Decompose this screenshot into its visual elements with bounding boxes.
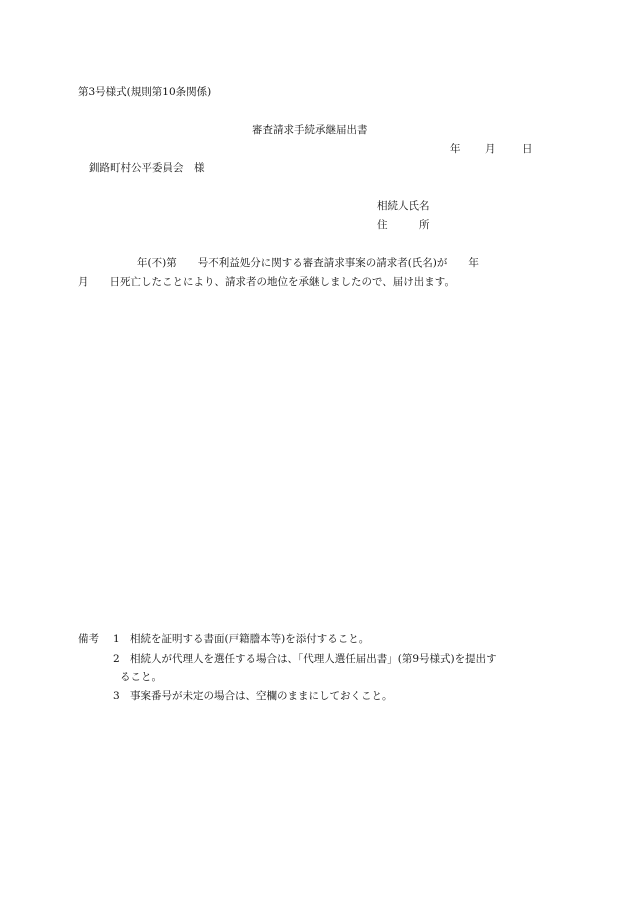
date-day-label: 日 [522, 143, 533, 155]
note-text: 相続人が代理人を選任する場合は、「代理人選任届出書」(第9号様式)を提出す [130, 653, 497, 665]
note-number: 1 [113, 633, 120, 645]
addressee: 釧路町村公平委員会 様 [89, 162, 205, 174]
date-month-label: 月 [485, 143, 496, 155]
note-text: 相続を証明する書面(戸籍謄本等)を添付すること。 [130, 633, 370, 645]
heir-address-label: 住 所 [377, 219, 430, 231]
heir-name-label: 相続人氏名 [377, 200, 430, 212]
notes-heading: 備考 [78, 633, 99, 645]
body-text-line-1: 年(不)第 号不利益処分に関する審査請求事案の請求者(氏名)が 年 [137, 257, 479, 269]
body-text-line-2: 月 日死亡したことにより、請求者の地位を承継しましたので、届け出ます。 [78, 276, 455, 288]
date-year-label: 年 [450, 143, 461, 155]
document-title: 審査請求手続承継届出書 [252, 124, 368, 136]
note-number: 2 [113, 653, 120, 665]
note-number: 3 [113, 690, 120, 702]
form-number: 第3号様式(規則第10条関係) [78, 86, 212, 98]
note-text: 事案番号が未定の場合は、空欄のままにしておくこと。 [130, 690, 393, 702]
note-text-continuation: ること。 [120, 671, 162, 683]
